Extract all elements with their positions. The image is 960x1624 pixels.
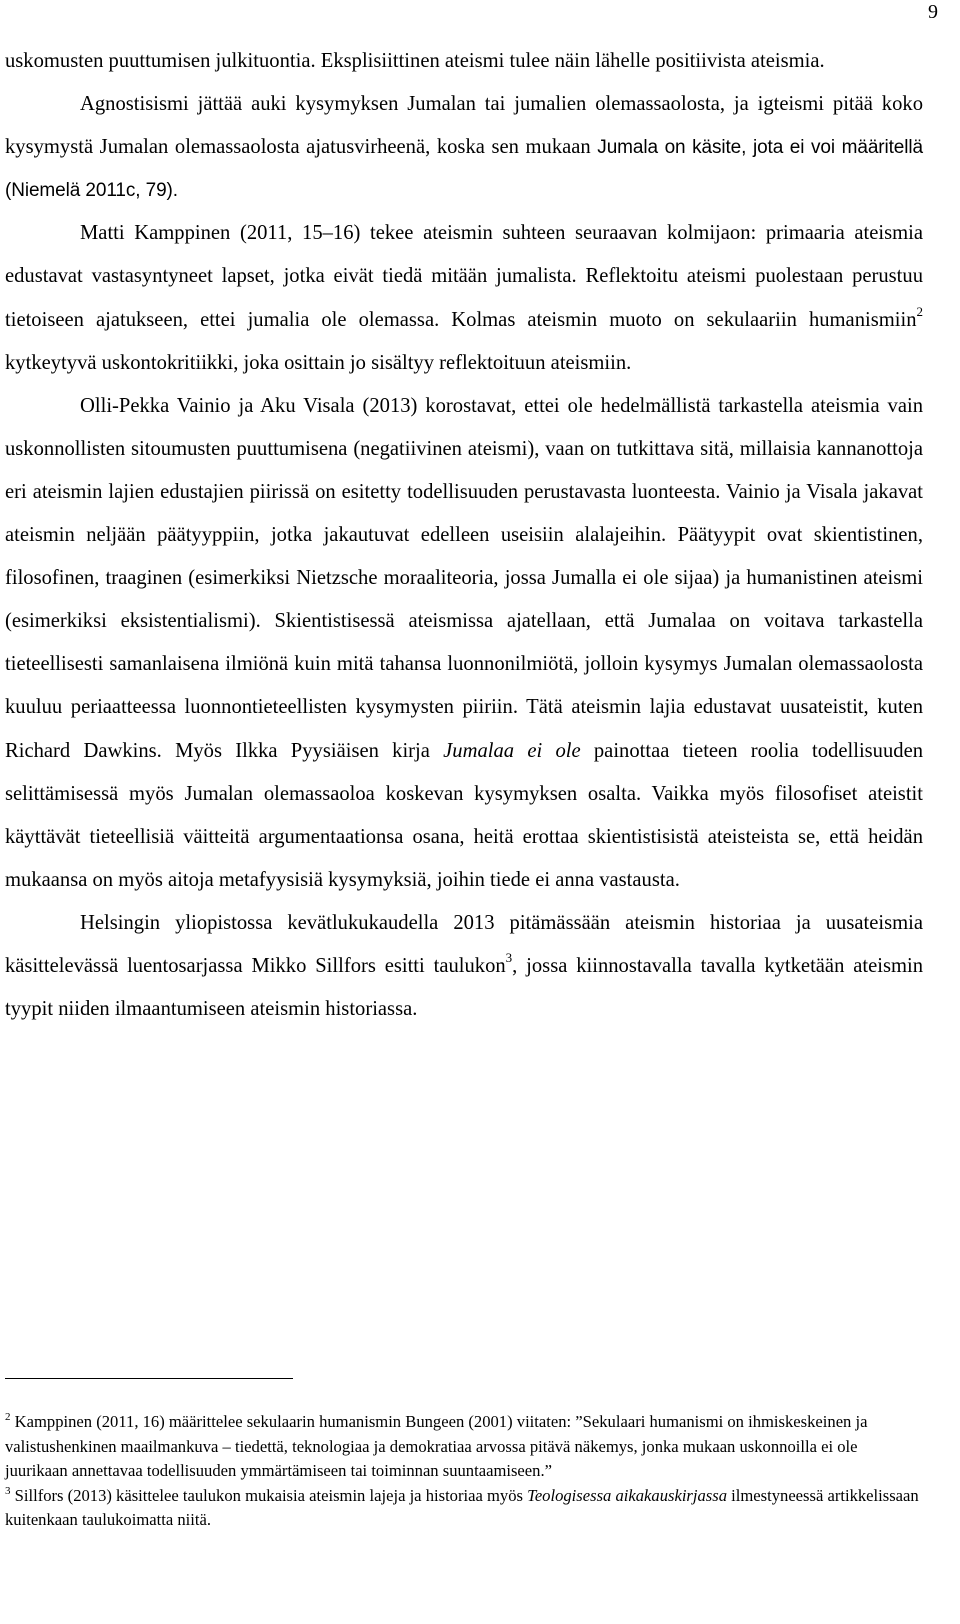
paragraph-5-text: Helsingin yliopistossa kevätlukukaudella 2013 pitämässään ateismin historiaa ja uusateismia käsittelevässä luentosarjassa Mikko Sillfors esitti taulukon: [5, 911, 923, 977]
footnote-ref-3: 3: [505, 949, 513, 965]
footnote-3: [5, 1484, 923, 1533]
paragraph-3-text-end: kytkeytyvä uskontokritiikki, joka osittain jo sisältyy reflektoituun ateismiin.: [5, 351, 632, 374]
paragraph-5-text-end: , jossa kiinnostavalla tavalla kytketään ateismin tyypit niiden ilmaantumiseen ateismin historiassa.: [5, 954, 923, 1021]
paragraph-1-text: uskomusten puuttumisen julkituontia. Eksplisiittinen ateismi tulee näin lähelle positiivista ateismia.: [5, 50, 825, 72]
paragraph-4: [5, 385, 923, 902]
footnote-2-marker: 2: [5, 1411, 11, 1423]
footnote-2: [5, 1410, 923, 1484]
footnote-3-marker: 3: [5, 1484, 11, 1497]
paragraph-5: [5, 902, 923, 1031]
paragraph-4-text-end: painottaa tieteen roolia todellisuuden selittämisessä myös Jumalan olemassaoloa koskevan kysymyksen osalta. Vaikka myös filosofiset ateistit käyttävät tieteellisiä väitteitä argumentaationsa osana, heitä erottaa skientistisistä ateisteista se, että heidän mukaansa on myös aitoja metafyysisiä kysymyksiä, joihin tiede ei anna vastausta.: [5, 739, 924, 891]
book-title: Jumalaa ei ole: [443, 739, 581, 762]
body-text: [5, 40, 923, 1031]
paragraph-2-text: Agnostisismi jättää auki kysymyksen Jumalan tai jumalien olemassaolosta, ja igteismi pitää koko kysymystä Jumalan olemassaolosta ajatusvirheenä, koska sen mukaan: [5, 93, 923, 159]
paragraph-4-text: Olli-Pekka Vainio ja Aku Visala (2013) korostavat, ettei ole hedelmällistä tarkastella ateismia vain uskonnollisten sitoumusten puuttumisena (negatiivinen ateismi), vaan on tutkittava sitä, millaisia kannanottoja eri ateismin lajien edustajien piirissä on esitetty todellisuuden perustavasta luonteesta. Vainio ja Visala jakavat ateismin neljään päätyyppiin, jotka jakautuvat edelleen useisiin alalajeihin. Päätyypit ovat skientistinen, filosofinen, traaginen (esimerkiksi Nietzsche moraaliteoria, jossa Jumalla ei ole sijaa) ja humanistinen ateismi (esimerkiksi eksistentialismi). Skientistisessä ateismissa ajatellaan, että Jumalaa on voitava tarkastella tieteellisesti samanlaisena ilmiönä kuin mitä tahansa luonnonilmiötä, jolloin kysymys Jumalan olemassaolosta kuuluu periaatteessa luonnontieteellisten kysymysten piiriin. Tätä ateismin lajia edustavat uusateistit, kuten Richard Dawkins. Myös Ilkka Pyysiäisen kirja: [5, 394, 923, 762]
footnote-3-text-end: ilmestyneessä artikkelissaan kuitenkaan taulukoimatta niitä.: [5, 1485, 919, 1530]
footnote-3-text: Sillfors (2013) käsittelee taulukon mukaisia ateismin lajeja ja historiaa myös: [10, 1485, 528, 1505]
footnote-separator: [5, 1378, 293, 1379]
paragraph-3: [5, 212, 923, 384]
footnote-ref-2: 2: [916, 303, 923, 319]
paragraph-2-citation-text: Jumala on käsite, jota ei voi määritellä (Niemelä 2011c, 79).: [5, 137, 923, 202]
paragraph-1: [5, 40, 923, 83]
paragraph-3-text: Matti Kamppinen (2011, 15–16) tekee ateismin suhteen seuraavan kolmijaon: primaaria ateismia edustavat vastasyntyneet lapset, jotka eivät tiedä mitään jumalista. Reflektoitu ateismi puolestaan perustuu tietoiseen ajatukseen, ettei jumalia ole olemassa. Kolmas ateismin muoto on sekulaariin humanismiin: [5, 222, 923, 331]
journal-title: Teologisessa aikakauskirjassa: [527, 1485, 728, 1505]
footnotes: [5, 1410, 923, 1533]
footnote-2-text: Kamppinen (2011, 16) määrittelee sekulaarin humanismin Bungeen (2001) viitaten: ”Sekulaari humanismi on ihmiskeskeinen ja valistushenkinen maailmankuva – tiedettä, teknologiaa ja demokratiaa arvossa pitävä näkemys, jonka mukaan uskonnoilla ei ole juurikaan annettavaa todellisuuden ymmärtämiseen tai toiminnan suuntaamiseen.”: [5, 1412, 868, 1481]
paragraph-2: [5, 83, 923, 212]
page-number: 9: [928, 1, 938, 23]
